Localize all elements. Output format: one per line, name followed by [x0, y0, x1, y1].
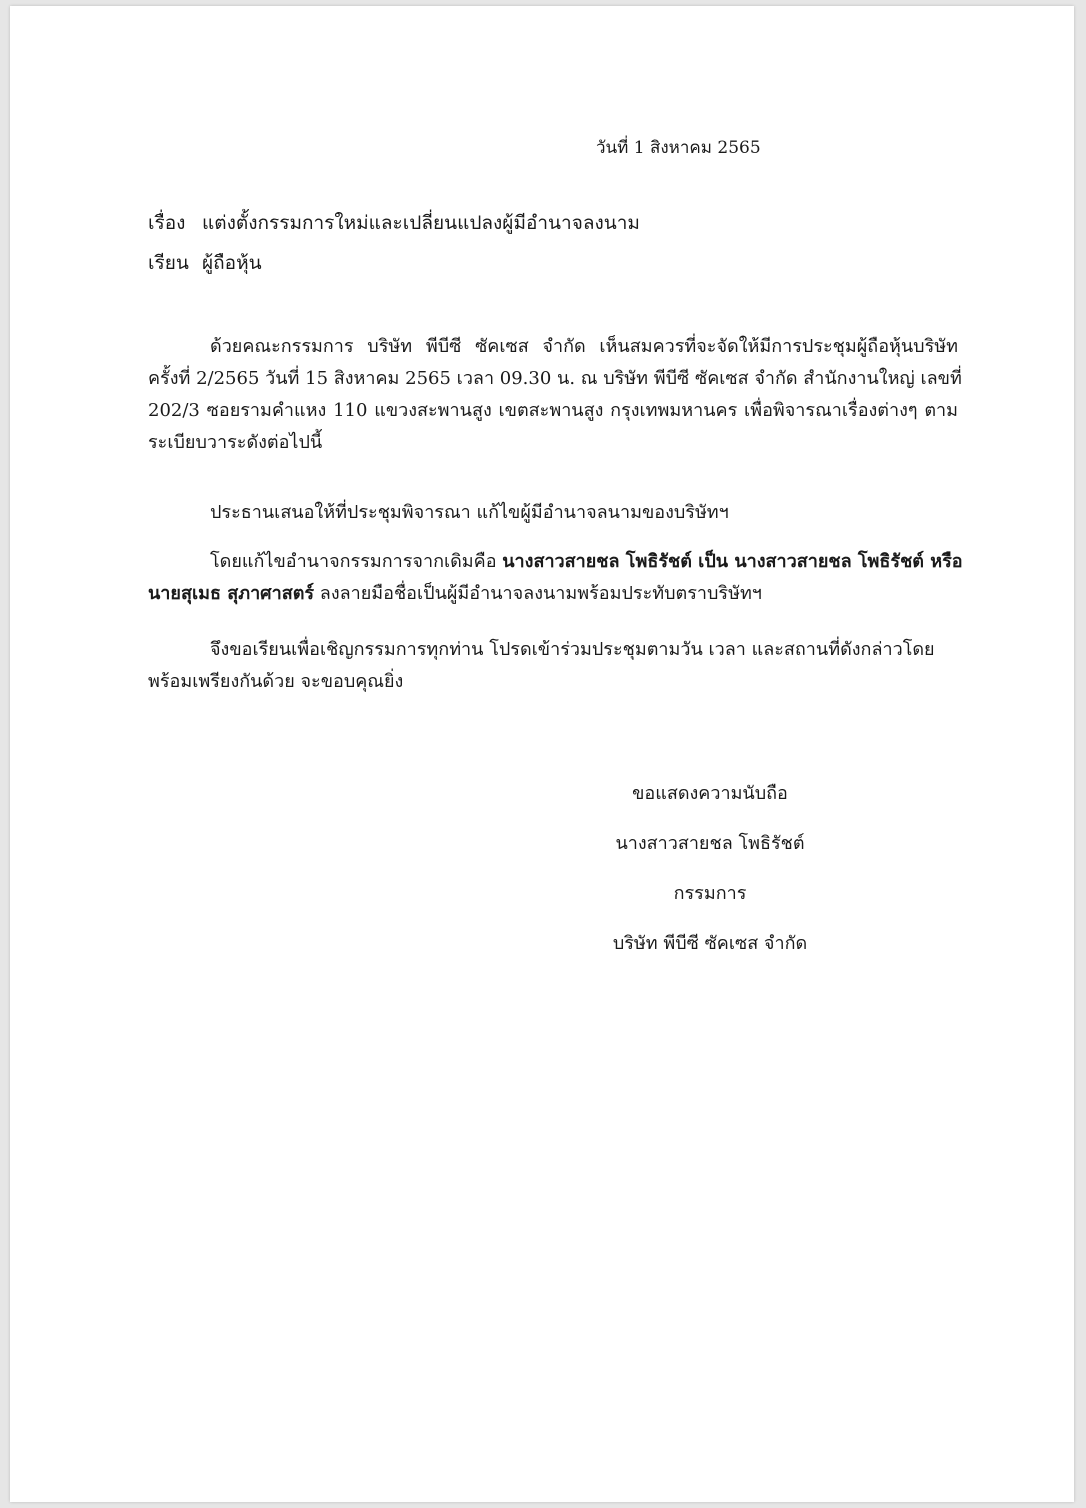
authority-between: เป็น	[691, 551, 735, 572]
document-page	[10, 6, 1074, 1502]
paragraph-line: ด้วยคณะกรรมการ บริษัท พีบีซี ซัคเซส จำกัด เห็นสมควรที่จะจัดให้มีการประชุมผู้ถือหุ้นบริษัท	[210, 336, 958, 357]
authority-intro: โดยแก้ไขอำนาจกรรมการจากเดิมคือ	[210, 551, 503, 572]
subject-line	[148, 208, 640, 238]
signature-position: กรรมการ	[673, 883, 747, 904]
paragraph-line	[148, 578, 958, 610]
paragraph-line: ระเบียบวาระดังต่อไปนี้	[148, 432, 323, 453]
paragraph-line: ประธานเสนอให้ที่ประชุมพิจารณา แก้ไขผู้มีอำนาจลนามของบริษัทฯ	[210, 502, 729, 523]
new-signatory-name: นางสาวสายชล โพธิรัชต์ หรือ	[734, 551, 963, 572]
letter-date: วันที่ 1 สิงหาคม 2565	[596, 138, 761, 158]
recipient-text: ผู้ถือหุ้น	[202, 252, 262, 274]
old-signatory-name: นางสาวสายชล โพธิรัชต์	[502, 551, 692, 572]
paragraph-line	[148, 546, 963, 578]
recipient-label: เรียน	[148, 252, 189, 274]
subject-text: แต่งตั้งกรรมการใหม่และเปลี่ยนแปลงผู้มีอำนาจลงนาม	[202, 212, 640, 234]
paragraph-line: พร้อมเพรียงกันด้วย จะขอบคุณยิ่ง	[148, 671, 404, 692]
paragraph-line: จึงขอเรียนเพื่อเชิญกรรมการทุกท่าน โปรดเข้าร่วมประชุมตามวัน เวลา และสถานที่ดังกล่าวโดย	[210, 639, 935, 660]
paragraph-line: 202/3 ซอยรามคำแหง 110 แขวงสะพานสูง เขตสะพานสูง กรุงเทพมหานคร เพื่อพิจารณาเรื่องต่างๆ ตาม	[148, 400, 958, 421]
recipient-line	[148, 248, 262, 278]
subject-label: เรื่อง	[148, 212, 186, 234]
paragraph-authority-change	[148, 546, 963, 610]
paragraph-agenda	[148, 497, 958, 529]
signature-closing: ขอแสดงความนับถือ	[632, 783, 788, 804]
added-signatory-name: นายสุเมธ สุภาศาสตร์	[148, 583, 315, 604]
paragraph-line: ครั้งที่ 2/2565 วันที่ 15 สิงหาคม 2565 เวลา 09.30 น. ณ บริษัท พีบีซี ซัคเซส จำกัด สำนักงานใหญ่ เลขที่	[148, 368, 962, 389]
signature-company: บริษัท พีบีซี ซัคเซส จำกัด	[612, 933, 808, 954]
signature-name: นางสาวสายชล โพธิรัชต์	[615, 833, 805, 854]
authority-outro: ลงลายมือชื่อเป็นผู้มีอำนาจลงนามพร้อมประทับตราบริษัทฯ	[314, 583, 762, 604]
paragraph-meeting-notice	[148, 331, 962, 459]
paragraph-invitation	[148, 634, 958, 698]
